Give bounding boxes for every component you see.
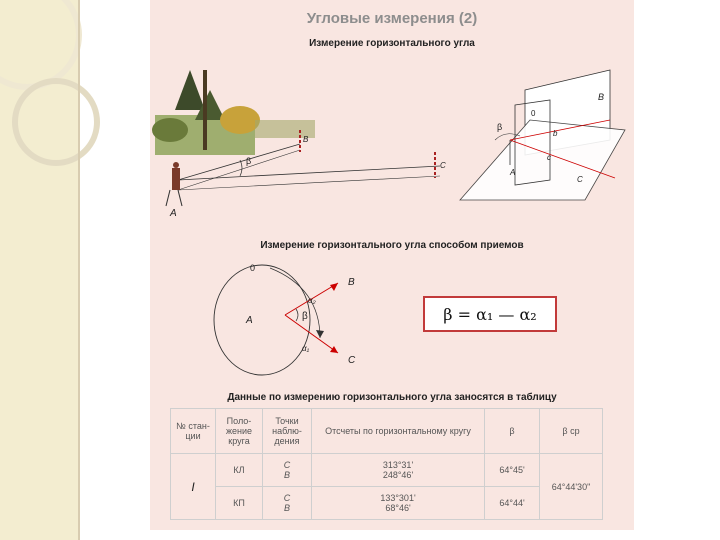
reading-value: 68°46' (385, 503, 411, 513)
persp-label-b: b (553, 129, 558, 138)
left-decor-band (0, 0, 80, 540)
header-points: Точки наблю-дения (263, 409, 312, 454)
cell-points (263, 487, 312, 520)
header-circle: Поло-жение круга (216, 409, 263, 454)
cell-points (263, 454, 312, 487)
formula-box: β = α₁ — α₂ (423, 296, 557, 332)
persp-label-C: C (577, 175, 583, 184)
slide-title: Угловые измерения (2) (306, 10, 478, 27)
persp-label-zero: 0 (531, 109, 536, 118)
table-row (171, 454, 603, 487)
header-readings: Отсчеты по горизонтальному кругу (312, 409, 485, 454)
cell-readings (312, 454, 485, 487)
reading-value: 313°31' (382, 460, 414, 470)
circle-label-A: A (246, 315, 253, 326)
circle-label-beta: β (302, 311, 308, 322)
point-label: C (283, 460, 291, 470)
table-header-row (171, 409, 603, 454)
decor-ring-top (0, 0, 82, 90)
label-A: A (170, 208, 177, 219)
landscape-diagram (150, 60, 460, 220)
subtitle-horizontal-angle: Измерение горизонтального угла (309, 38, 475, 49)
header-station: № стан-ции (171, 409, 216, 454)
subtitle-table: Данные по измерению горизонтального угла заносятся в таблицу (227, 392, 557, 403)
label-C: C (440, 161, 446, 170)
persp-label-beta: β (497, 122, 503, 132)
header-beta-avg: β ср (540, 409, 603, 454)
circle-diagram (210, 255, 380, 380)
slide (150, 0, 634, 530)
reading-value: 133°301' (380, 493, 416, 503)
cell-circle: КП (216, 487, 263, 520)
reading-value: 248°46' (382, 470, 414, 480)
circle-label-C: C (348, 355, 356, 366)
circle-label-alpha2: α₂ (308, 296, 316, 305)
cell-readings (312, 487, 485, 520)
circle-label-zero: 0 (250, 263, 256, 273)
measurement-table (170, 408, 603, 520)
cell-station: I (171, 454, 216, 520)
decor-ring (12, 78, 100, 166)
header-beta: β (485, 409, 540, 454)
subtitle-method: Измерение горизонтального угла способом приемов (260, 240, 524, 251)
perspective-diagram (455, 60, 630, 210)
persp-label-A: A (510, 168, 516, 177)
persp-label-B: B (598, 92, 605, 102)
persp-label-c: c (547, 153, 551, 162)
circle-label-B: B (348, 277, 355, 288)
cell-beta: 64°44' (485, 487, 540, 520)
cell-beta: 64°45' (485, 454, 540, 487)
circle-label-alpha1: α₁ (302, 344, 310, 353)
label-beta: β (246, 156, 252, 166)
cell-beta-avg: 64°44'30" (540, 454, 603, 520)
table-row (171, 487, 603, 520)
cell-circle: КЛ (216, 454, 263, 487)
point-label: B (283, 470, 290, 480)
label-B: B (303, 135, 309, 144)
point-label: B (283, 503, 290, 513)
point-label: C (283, 493, 291, 503)
